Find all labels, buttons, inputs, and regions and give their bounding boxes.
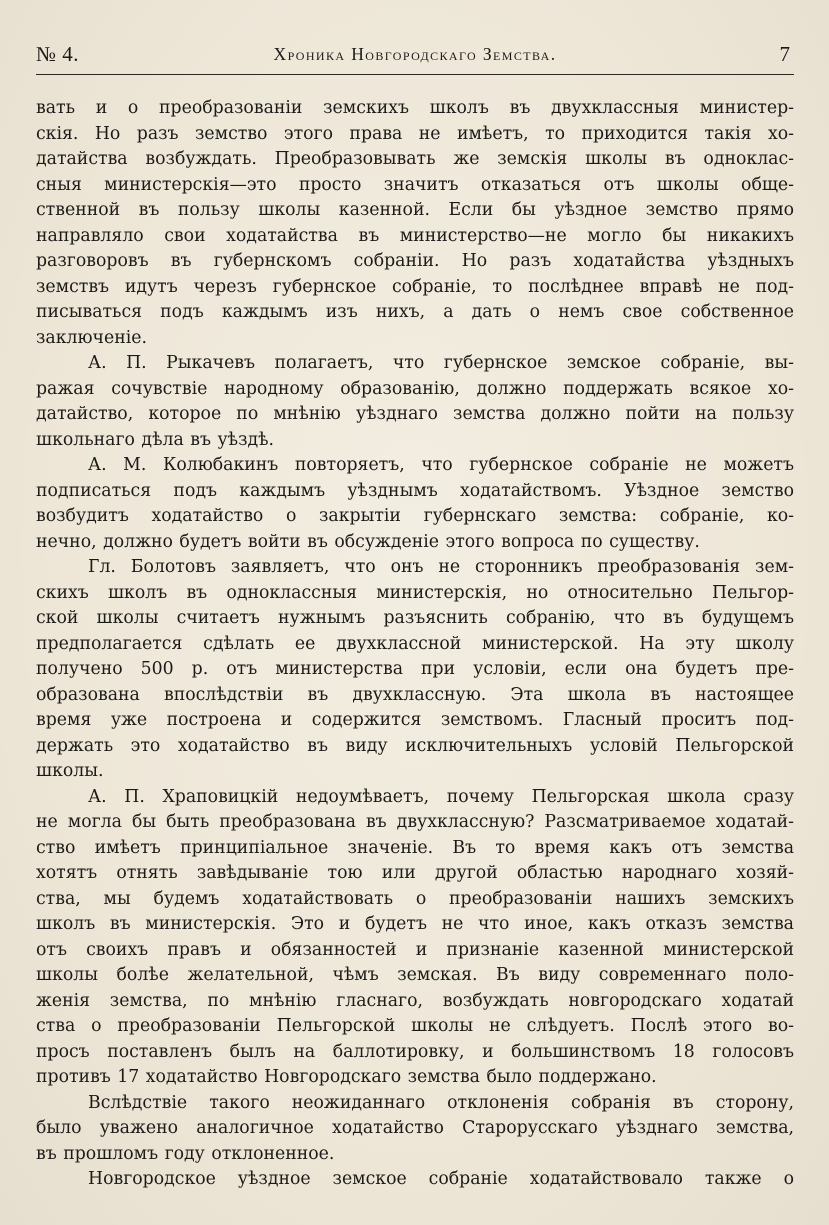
text-line: держать это ходатайство въ виду исключительныхъ условій Пельгорской [36, 735, 794, 756]
text-line: земствъ идутъ черезъ губернское собраніе, то послѣднее вправѣ не под- [36, 276, 794, 297]
text-line: подписаться подъ каждымъ уѣзднымъ ходатайствомъ. Уѣздное земство [36, 480, 794, 501]
text-line: предполагается сдѣлать ее двухклассной министерской. На эту школу [36, 633, 794, 654]
journal-title: Хроника Новгородскаго Земства. [273, 44, 557, 64]
text-line: получено 500 р. отъ министерства при условіи, если она будетъ пре- [36, 659, 794, 679]
text-line: школы. [36, 761, 104, 781]
text-line: не могла бы быть преобразована въ двухклассную? Разсматриваемое ходатай- [36, 812, 794, 832]
text-line: ражая сочувствіе народному образованію, должно поддержать всякое хо- [36, 378, 794, 399]
text-line: отъ своихъ правъ и обязанностей и признаніе казенной министерской [36, 939, 794, 960]
text-line: Гл. Болотовъ заявляетъ, что онъ не сторонникъ преобразованія зем- [88, 557, 794, 577]
text-line: А. П. Храповицкій недоумѣваетъ, почему Пельгорская школа сразу [88, 786, 794, 807]
text-line: ство имѣетъ принципіальное значеніе. Въ то время какъ отъ земства [36, 837, 794, 858]
text-line: противъ 17 ходатайство Новгородскаго земства было поддержано. [36, 1067, 657, 1087]
text-line: просъ поставленъ былъ на баллотировку, и большинствомъ 18 голосовъ [36, 1041, 794, 1062]
running-header [36, 40, 794, 75]
text-line: писываться подъ каждымъ изъ нихъ, а дать о немъ свое собственное [36, 302, 794, 322]
text-line: направляло свои ходатайства въ министерство—не могло бы никакихъ [36, 225, 794, 246]
text-line: вать и о преобразованіи земскихъ школъ въ двухклассныя министер- [36, 98, 794, 118]
text-line: Вслѣдствіе такого неожиданнаго отклоненія собранія въ сторону, [88, 1092, 794, 1113]
issue-number: № 4. [36, 42, 80, 66]
text-line: школъ въ министерскія. Это и будетъ не что иное, какъ отказъ земства [36, 914, 794, 934]
text-line: скія. Но разъ земство этого права не имѣетъ, то приходится такія хо- [36, 123, 794, 144]
text-line: хотятъ отнять завѣдываніе тою или другой областью народнаго хозяй- [36, 863, 794, 883]
text-line: А. М. Колюбакинъ повторяетъ, что губернское собраніе не можетъ [88, 455, 794, 475]
text-line: ской школы считаетъ нужнымъ разъяснить собранію, что въ будущемъ [36, 608, 794, 628]
text-line: ства, мы будемъ ходатайствовать о преобразованіи нашихъ земскихъ [36, 888, 794, 909]
text-line: разговоровъ въ губернскомъ собраніи. Но разъ ходатайства уѣздныхъ [36, 251, 794, 271]
text-line: датайства возбуждать. Преобразовывать же земскія школы въ одноклас- [36, 149, 794, 169]
text-line: образована впослѣдствіи въ двухклассную. Эта школа въ настоящее [36, 684, 794, 705]
text-line: время уже построена и содержится земствомъ. Гласный проситъ под- [36, 710, 794, 730]
text-line: школы болѣе желательной, чѣмъ земская. Въ виду современнаго поло- [36, 965, 794, 985]
page-number: 7 [779, 42, 790, 66]
text-line: скихъ школъ въ одноклассныя министерскія, но относительно Пельгор- [36, 582, 794, 603]
text-line: нечно, должно будетъ войти въ обсужденіе этого вопроса по существу. [36, 531, 700, 552]
text-line: школьнаго дѣла въ уѣздѣ. [36, 429, 275, 450]
text-line: А. П. Рыкачевъ полагаетъ, что губернское земское собраніе, вы- [88, 353, 794, 373]
text-line: сныя министерскія—это просто значитъ отказаться отъ школы обще- [36, 174, 794, 195]
text-line: ственной въ пользу школы казенной. Если бы уѣздное земство прямо [36, 200, 794, 220]
body-text [36, 96, 794, 1193]
text-line: датайство, которое по мнѣнію уѣзднаго земства должно пойти на пользу [36, 404, 794, 424]
text-line: ства о преобразованіи Пельгорской школы не слѣдуетъ. Послѣ этого во- [36, 1016, 794, 1036]
text-line: было уважено аналогичное ходатайство Старорусскаго уѣзднаго земства, [36, 1118, 794, 1138]
text-line: возбудитъ ходатайство о закрытіи губернскаго земства: собраніе, ко- [36, 506, 794, 526]
text-line: женія земства, по мнѣнію гласнаго, возбуждать новгородскаго ходатай [36, 990, 794, 1011]
text-line: въ прошломъ году отклоненное. [36, 1143, 335, 1164]
text-line: Новгородское уѣздное земское собраніе ходатайствовало также о [88, 1169, 794, 1189]
text-line: заключеніе. [36, 327, 147, 348]
